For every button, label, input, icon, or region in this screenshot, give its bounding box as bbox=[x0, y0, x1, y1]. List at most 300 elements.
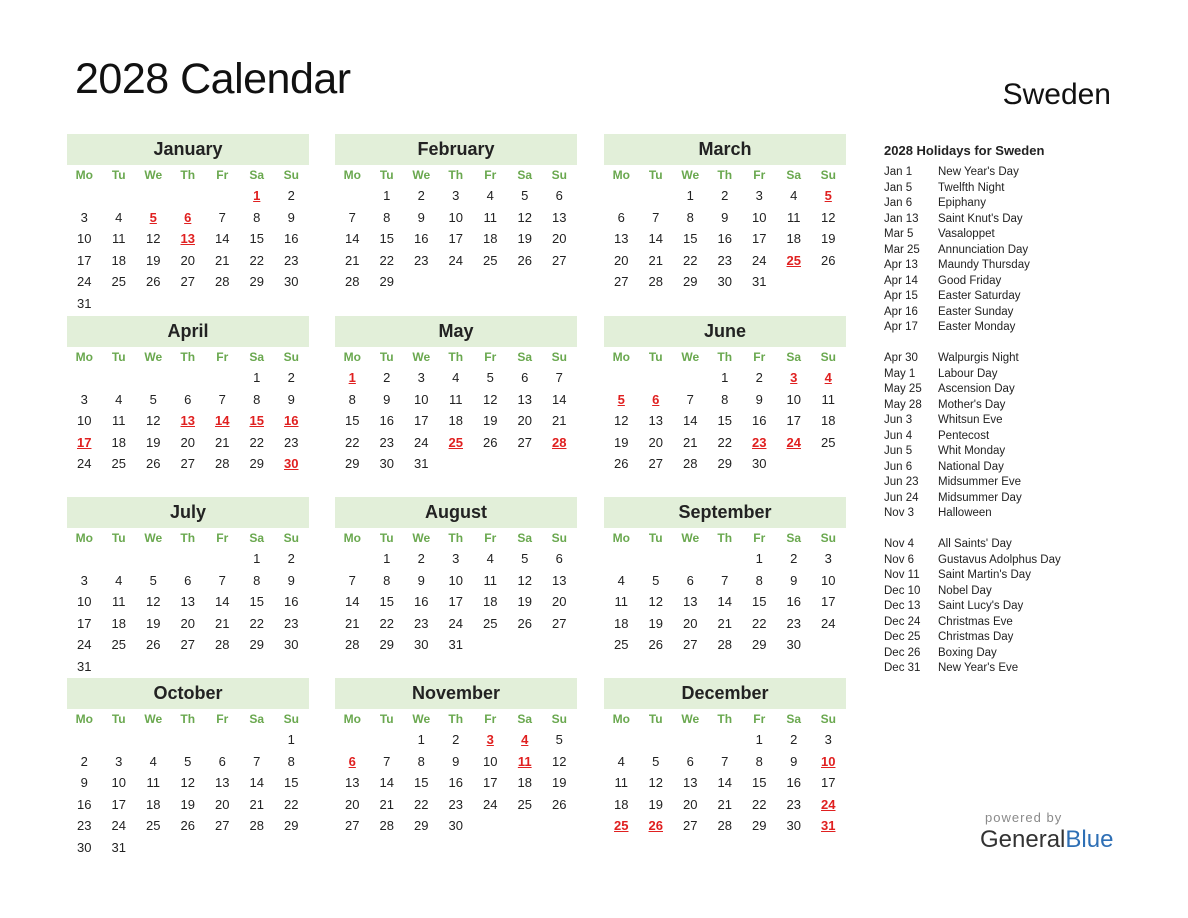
holiday-row bbox=[884, 475, 1114, 491]
day-cell: 26 bbox=[517, 252, 532, 268]
month-grid bbox=[604, 528, 846, 656]
holiday-group bbox=[884, 165, 1114, 336]
day-cell: 30 bbox=[752, 456, 767, 472]
day-cell: 7 bbox=[721, 572, 729, 588]
day-cell: 24 bbox=[483, 796, 498, 812]
day-cell: 23 bbox=[284, 252, 299, 268]
day-cell: 19 bbox=[146, 252, 161, 268]
day-cell: 30 bbox=[284, 637, 299, 653]
holiday-row bbox=[884, 320, 1114, 336]
day-cell: 27 bbox=[517, 434, 532, 450]
day-cell: 11 bbox=[614, 594, 628, 610]
weekday-header: Mo bbox=[343, 350, 361, 364]
holiday-day-cell: 16 bbox=[284, 413, 299, 429]
day-cell: 24 bbox=[77, 637, 92, 653]
holiday-row bbox=[884, 227, 1114, 243]
day-cell: 19 bbox=[146, 615, 161, 631]
holiday-row bbox=[884, 599, 1114, 615]
day-cell: 27 bbox=[215, 818, 230, 834]
day-cell: 29 bbox=[683, 274, 698, 290]
day-cell: 19 bbox=[517, 594, 532, 610]
day-cell: 5 bbox=[184, 753, 192, 769]
holiday-date: May 1 bbox=[884, 367, 916, 380]
empty-day-cell bbox=[639, 729, 674, 751]
weekday-header: Sa bbox=[249, 712, 265, 726]
month-name: February bbox=[335, 134, 577, 165]
day-cell: 24 bbox=[77, 456, 92, 472]
holiday-day-cell: 31 bbox=[821, 818, 836, 834]
day-cell: 29 bbox=[249, 274, 264, 290]
day-cell: 1 bbox=[383, 188, 391, 203]
holiday-row bbox=[884, 398, 1114, 414]
empty-day-cell bbox=[673, 548, 708, 570]
month-january bbox=[67, 134, 309, 315]
day-cell: 27 bbox=[683, 637, 698, 653]
day-cell: 29 bbox=[345, 456, 360, 472]
day-cell: 15 bbox=[752, 775, 767, 791]
day-cell: 18 bbox=[483, 231, 498, 247]
powered-by-label: powered by bbox=[985, 810, 1063, 825]
weekday-header: Mo bbox=[343, 712, 361, 726]
day-cell: 19 bbox=[483, 413, 498, 429]
weekday-header: Fr bbox=[753, 168, 766, 182]
month-grid bbox=[67, 165, 309, 315]
day-cell: 26 bbox=[648, 637, 663, 653]
day-cell: 9 bbox=[80, 775, 88, 791]
day-cell: 19 bbox=[821, 231, 836, 247]
weekday-header: Tu bbox=[648, 350, 663, 364]
day-cell: 10 bbox=[77, 413, 92, 429]
day-cell: 26 bbox=[517, 615, 532, 631]
day-cell: 12 bbox=[517, 209, 532, 225]
day-cell: 10 bbox=[414, 391, 429, 407]
day-cell: 31 bbox=[77, 295, 92, 311]
holiday-name: Epiphany bbox=[938, 197, 986, 209]
holiday-row bbox=[884, 351, 1114, 367]
holiday-name: Boxing Day bbox=[938, 646, 997, 659]
holiday-date: Jan 1 bbox=[884, 166, 913, 178]
day-cell: 4 bbox=[790, 188, 798, 203]
day-cell: 5 bbox=[652, 753, 660, 769]
day-cell: 7 bbox=[253, 753, 261, 769]
weekday-header: Fr bbox=[484, 168, 497, 182]
holiday-name: Midsummer Day bbox=[938, 491, 1022, 504]
weekday-header: Sa bbox=[249, 350, 265, 364]
weekday-header: Tu bbox=[379, 168, 394, 182]
day-cell: 2 bbox=[80, 753, 88, 769]
weekday-header: We bbox=[144, 350, 163, 364]
holiday-day-cell: 25 bbox=[786, 252, 801, 268]
holiday-row bbox=[884, 429, 1114, 445]
weekday-header: We bbox=[144, 168, 163, 182]
holiday-group bbox=[884, 351, 1114, 522]
day-cell: 22 bbox=[752, 615, 767, 631]
day-cell: 4 bbox=[486, 188, 494, 203]
holiday-row bbox=[884, 646, 1114, 662]
day-cell: 28 bbox=[249, 818, 264, 834]
holiday-name: Halloween bbox=[938, 507, 992, 519]
day-cell: 17 bbox=[77, 252, 92, 268]
day-cell: 18 bbox=[448, 413, 463, 429]
day-cell: 20 bbox=[180, 252, 195, 268]
holiday-name: Nobel Day bbox=[938, 584, 992, 597]
holiday-name: All Saints' Day bbox=[938, 538, 1012, 550]
day-cell: 17 bbox=[448, 594, 463, 610]
weekday-header: Th bbox=[448, 168, 464, 182]
day-cell: 15 bbox=[379, 594, 394, 610]
day-cell: 18 bbox=[614, 796, 629, 812]
day-cell: 19 bbox=[648, 796, 663, 812]
day-cell: 7 bbox=[555, 370, 563, 385]
empty-day-cell bbox=[708, 729, 743, 751]
day-cell: 20 bbox=[345, 796, 360, 812]
day-cell: 5 bbox=[555, 732, 563, 747]
day-cell: 1 bbox=[417, 732, 425, 747]
weekday-header: Su bbox=[551, 531, 567, 545]
holiday-name: Ascension Day bbox=[938, 383, 1015, 395]
empty-day-cell bbox=[335, 729, 370, 751]
day-cell: 22 bbox=[345, 434, 360, 450]
weekday-header: Mo bbox=[612, 712, 630, 726]
weekday-header: Fr bbox=[484, 712, 497, 726]
weekday-header: Su bbox=[283, 350, 299, 364]
day-cell: 26 bbox=[614, 456, 629, 472]
empty-day-cell bbox=[136, 185, 171, 207]
empty-day-cell bbox=[102, 185, 137, 207]
holiday-day-cell: 23 bbox=[752, 434, 767, 450]
day-cell: 19 bbox=[180, 796, 195, 812]
day-cell: 8 bbox=[253, 572, 261, 588]
weekday-header: We bbox=[412, 531, 431, 545]
holiday-date: Dec 10 bbox=[884, 584, 921, 597]
day-cell: 1 bbox=[755, 732, 763, 747]
day-cell: 9 bbox=[755, 391, 763, 407]
day-cell: 30 bbox=[284, 274, 299, 290]
holiday-row bbox=[884, 289, 1114, 305]
holiday-name: National Day bbox=[938, 460, 1004, 473]
holiday-day-cell: 13 bbox=[180, 413, 195, 429]
holiday-day-cell: 1 bbox=[348, 370, 356, 385]
day-cell: 25 bbox=[111, 274, 126, 290]
holiday-row bbox=[884, 506, 1114, 522]
weekday-header: Th bbox=[180, 168, 196, 182]
day-cell: 16 bbox=[284, 594, 299, 610]
weekday-header: Sa bbox=[517, 531, 533, 545]
holiday-day-cell: 3 bbox=[790, 370, 798, 385]
day-cell: 6 bbox=[686, 572, 694, 588]
day-cell: 24 bbox=[448, 615, 463, 631]
day-cell: 2 bbox=[287, 551, 295, 566]
holiday-day-cell: 17 bbox=[77, 434, 92, 450]
empty-day-cell bbox=[102, 367, 137, 389]
holiday-name: New Year's Day bbox=[938, 166, 1019, 178]
holiday-name: Easter Saturday bbox=[938, 290, 1021, 302]
month-name: January bbox=[67, 134, 309, 165]
empty-day-cell bbox=[205, 548, 240, 570]
day-cell: 26 bbox=[146, 274, 161, 290]
holiday-row bbox=[884, 258, 1114, 274]
day-cell: 2 bbox=[790, 551, 798, 566]
month-name: December bbox=[604, 678, 846, 709]
holiday-day-cell: 10 bbox=[821, 753, 836, 769]
empty-day-cell bbox=[639, 185, 674, 207]
day-cell: 28 bbox=[215, 274, 230, 290]
day-cell: 13 bbox=[345, 775, 360, 791]
weekday-header: Sa bbox=[517, 712, 533, 726]
holiday-name: Pentecost bbox=[938, 429, 990, 442]
empty-day-cell bbox=[240, 729, 275, 751]
day-cell: 29 bbox=[249, 637, 264, 653]
day-cell: 18 bbox=[146, 796, 161, 812]
empty-day-cell bbox=[708, 548, 743, 570]
month-name: October bbox=[67, 678, 309, 709]
day-cell: 5 bbox=[521, 188, 529, 203]
day-cell: 4 bbox=[486, 551, 494, 566]
empty-day-cell bbox=[205, 367, 240, 389]
day-cell: 20 bbox=[180, 434, 195, 450]
holiday-row bbox=[884, 305, 1114, 321]
weekday-header: Tu bbox=[379, 350, 394, 364]
day-cell: 24 bbox=[111, 818, 126, 834]
month-april bbox=[67, 316, 309, 475]
day-cell: 24 bbox=[821, 615, 836, 631]
day-cell: 30 bbox=[448, 818, 463, 834]
day-cell: 17 bbox=[448, 231, 463, 247]
holiday-row bbox=[884, 661, 1114, 677]
day-cell: 6 bbox=[184, 572, 192, 588]
day-cell: 20 bbox=[683, 615, 698, 631]
day-cell: 8 bbox=[686, 209, 694, 225]
day-cell: 30 bbox=[414, 637, 429, 653]
holiday-name: Maundy Thursday bbox=[938, 259, 1030, 271]
day-cell: 22 bbox=[414, 796, 429, 812]
empty-day-cell bbox=[205, 729, 240, 751]
holiday-day-cell: 13 bbox=[180, 231, 195, 247]
day-cell: 20 bbox=[552, 231, 567, 247]
empty-day-cell bbox=[136, 548, 171, 570]
holiday-day-cell: 25 bbox=[448, 434, 463, 450]
empty-day-cell bbox=[604, 185, 639, 207]
holiday-date: Nov 11 bbox=[884, 569, 920, 581]
day-cell: 1 bbox=[721, 370, 729, 385]
day-cell: 1 bbox=[383, 551, 391, 566]
day-cell: 20 bbox=[552, 594, 567, 610]
day-cell: 3 bbox=[824, 551, 832, 566]
day-cell: 18 bbox=[614, 615, 629, 631]
empty-day-cell bbox=[205, 185, 240, 207]
holiday-day-cell: 30 bbox=[284, 456, 299, 472]
day-cell: 25 bbox=[146, 818, 161, 834]
day-cell: 22 bbox=[717, 434, 732, 450]
month-name: November bbox=[335, 678, 577, 709]
empty-day-cell bbox=[102, 548, 137, 570]
weekday-header: We bbox=[681, 168, 700, 182]
month-name: June bbox=[604, 316, 846, 347]
day-cell: 26 bbox=[483, 434, 498, 450]
day-cell: 20 bbox=[180, 615, 195, 631]
empty-day-cell bbox=[67, 729, 102, 751]
month-grid bbox=[67, 347, 309, 475]
day-cell: 14 bbox=[683, 413, 698, 429]
day-cell: 14 bbox=[648, 231, 663, 247]
holidays-title: 2028 Holidays for Sweden bbox=[884, 143, 1045, 158]
day-cell: 18 bbox=[111, 615, 126, 631]
day-cell: 29 bbox=[379, 637, 394, 653]
weekday-header: Tu bbox=[111, 168, 126, 182]
day-cell: 1 bbox=[755, 551, 763, 566]
day-cell: 29 bbox=[284, 818, 299, 834]
weekday-header: Fr bbox=[216, 712, 229, 726]
day-cell: 19 bbox=[614, 434, 629, 450]
day-cell: 13 bbox=[215, 775, 230, 791]
day-cell: 9 bbox=[287, 572, 295, 588]
day-cell: 9 bbox=[417, 572, 425, 588]
brand-general: General bbox=[980, 826, 1066, 853]
month-name: March bbox=[604, 134, 846, 165]
day-cell: 2 bbox=[287, 188, 295, 203]
day-cell: 3 bbox=[80, 391, 88, 407]
day-cell: 19 bbox=[146, 434, 161, 450]
day-cell: 16 bbox=[786, 594, 801, 610]
month-grid bbox=[335, 528, 577, 656]
empty-day-cell bbox=[604, 548, 639, 570]
day-cell: 4 bbox=[617, 753, 625, 769]
day-cell: 2 bbox=[721, 188, 729, 203]
day-cell: 18 bbox=[517, 775, 532, 791]
day-cell: 21 bbox=[345, 252, 360, 268]
day-cell: 25 bbox=[517, 796, 532, 812]
holiday-name: Mother's Day bbox=[938, 398, 1006, 411]
day-cell: 5 bbox=[521, 551, 529, 566]
day-cell: 15 bbox=[284, 775, 299, 791]
day-cell: 12 bbox=[517, 572, 532, 588]
holiday-date: Mar 5 bbox=[884, 228, 914, 240]
holiday-day-cell: 5 bbox=[149, 209, 157, 225]
day-cell: 2 bbox=[417, 188, 425, 203]
holiday-row bbox=[884, 165, 1114, 181]
day-cell: 15 bbox=[414, 775, 429, 791]
day-cell: 14 bbox=[717, 775, 732, 791]
holiday-date: Nov 3 bbox=[884, 507, 915, 519]
day-cell: 9 bbox=[383, 391, 391, 407]
day-cell: 25 bbox=[821, 434, 836, 450]
day-cell: 7 bbox=[721, 753, 729, 769]
weekday-header: We bbox=[144, 712, 163, 726]
holiday-name: Easter Monday bbox=[938, 321, 1016, 333]
day-cell: 13 bbox=[517, 391, 532, 407]
day-cell: 7 bbox=[348, 572, 356, 588]
day-cell: 7 bbox=[218, 209, 226, 225]
day-cell: 23 bbox=[379, 434, 394, 450]
day-cell: 15 bbox=[717, 413, 732, 429]
day-cell: 12 bbox=[614, 413, 629, 429]
day-cell: 3 bbox=[824, 732, 832, 747]
month-grid bbox=[604, 347, 846, 475]
weekday-header: Mo bbox=[612, 531, 630, 545]
day-cell: 5 bbox=[149, 391, 157, 407]
day-cell: 11 bbox=[112, 413, 126, 429]
holiday-date: Jun 23 bbox=[884, 476, 919, 488]
day-cell: 6 bbox=[521, 370, 529, 385]
day-cell: 2 bbox=[755, 370, 763, 385]
holiday-date: Dec 31 bbox=[884, 662, 921, 674]
day-cell: 7 bbox=[218, 572, 226, 588]
holiday-date: Apr 17 bbox=[884, 321, 918, 333]
day-cell: 4 bbox=[149, 753, 157, 769]
day-cell: 17 bbox=[77, 615, 92, 631]
day-cell: 8 bbox=[383, 209, 391, 225]
day-cell: 5 bbox=[652, 572, 660, 588]
day-cell: 14 bbox=[215, 231, 230, 247]
holiday-day-cell: 5 bbox=[617, 391, 625, 407]
day-cell: 15 bbox=[752, 594, 767, 610]
empty-day-cell bbox=[171, 185, 206, 207]
holiday-row bbox=[884, 196, 1114, 212]
day-cell: 11 bbox=[821, 391, 835, 407]
empty-day-cell bbox=[67, 185, 102, 207]
empty-day-cell bbox=[171, 548, 206, 570]
brand-logo bbox=[980, 828, 1113, 852]
day-cell: 3 bbox=[80, 209, 88, 225]
empty-day-cell bbox=[639, 548, 674, 570]
day-cell: 23 bbox=[717, 252, 732, 268]
day-cell: 31 bbox=[414, 456, 429, 472]
holiday-day-cell: 4 bbox=[824, 370, 832, 385]
day-cell: 24 bbox=[414, 434, 429, 450]
page-title: 2028 Calendar bbox=[75, 55, 351, 103]
day-cell: 23 bbox=[414, 615, 429, 631]
day-cell: 3 bbox=[115, 753, 123, 769]
holiday-name: Annunciation Day bbox=[938, 243, 1029, 256]
day-cell: 3 bbox=[417, 370, 425, 385]
day-cell: 16 bbox=[284, 231, 299, 247]
day-cell: 13 bbox=[180, 594, 195, 610]
day-cell: 7 bbox=[686, 391, 694, 407]
day-cell: 17 bbox=[414, 413, 429, 429]
month-february bbox=[335, 134, 577, 293]
weekday-header: Su bbox=[283, 712, 299, 726]
month-may bbox=[335, 316, 577, 475]
weekday-header: Sa bbox=[249, 531, 265, 545]
day-cell: 13 bbox=[683, 775, 698, 791]
day-cell: 17 bbox=[752, 231, 767, 247]
day-cell: 5 bbox=[149, 572, 157, 588]
holiday-name: Whitsun Eve bbox=[938, 414, 1003, 426]
day-cell: 9 bbox=[452, 753, 460, 769]
day-cell: 14 bbox=[345, 231, 360, 247]
day-cell: 30 bbox=[717, 274, 732, 290]
holiday-day-cell: 3 bbox=[486, 732, 494, 747]
weekday-header: Th bbox=[717, 531, 733, 545]
weekday-header: Fr bbox=[216, 168, 229, 182]
day-cell: 27 bbox=[552, 615, 567, 631]
day-cell: 17 bbox=[483, 775, 498, 791]
day-cell: 10 bbox=[77, 594, 92, 610]
day-cell: 11 bbox=[146, 775, 160, 791]
holiday-row bbox=[884, 181, 1114, 197]
weekday-header: Tu bbox=[379, 531, 394, 545]
holiday-date: May 28 bbox=[884, 398, 922, 411]
weekday-header: Su bbox=[551, 350, 567, 364]
month-name: September bbox=[604, 497, 846, 528]
day-cell: 8 bbox=[755, 753, 763, 769]
holiday-name: Vasaloppet bbox=[938, 228, 995, 240]
day-cell: 26 bbox=[180, 818, 195, 834]
day-cell: 21 bbox=[552, 413, 567, 429]
day-cell: 18 bbox=[821, 413, 836, 429]
day-cell: 22 bbox=[249, 434, 264, 450]
day-cell: 23 bbox=[77, 818, 92, 834]
